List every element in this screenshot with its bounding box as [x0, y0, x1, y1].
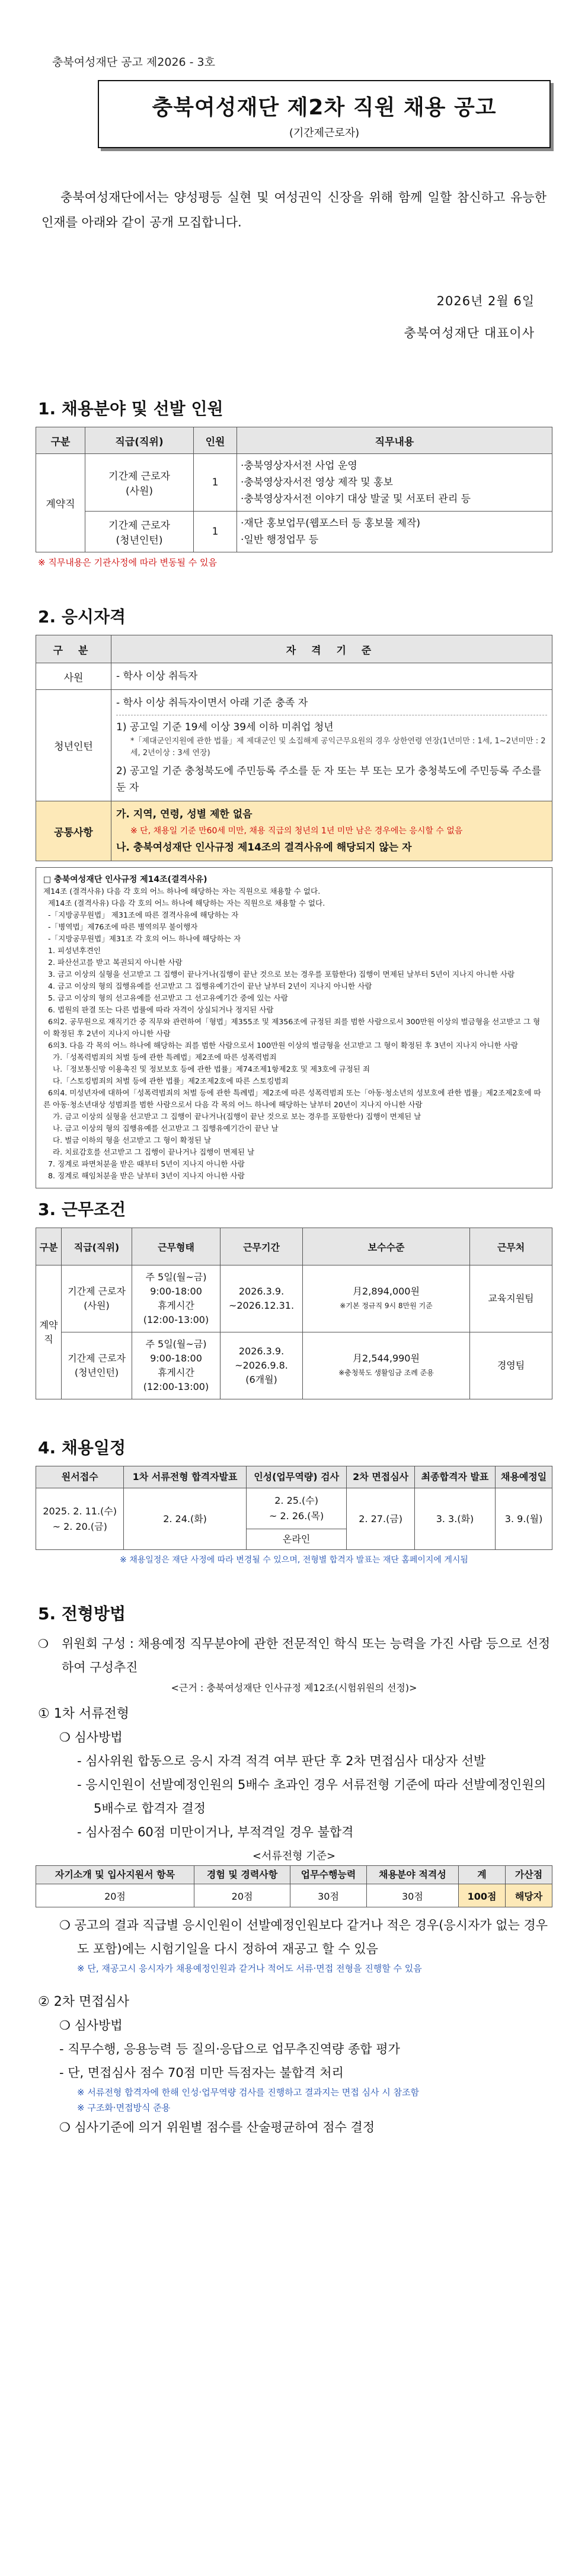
- criteria-table: [36, 1865, 552, 1907]
- table-header: 계: [459, 1866, 506, 1884]
- excerpt-line: 나.「정보통신망 이용촉진 및 정보보호 등에 관한 법률」제74조제1항제2호 및 제3호에 규정된 죄: [43, 1065, 370, 1073]
- table-header: 최종합격자 발표: [414, 1466, 495, 1488]
- table-cell: 3. 9.(월): [496, 1488, 552, 1550]
- table-cell: - 학사 이상 취득자: [111, 663, 552, 690]
- list-item: - 단, 면접심사 점수 70점 미만 득점자는 불합격 처리: [59, 2066, 344, 2080]
- table-header: 근무처: [470, 1228, 552, 1265]
- table-cell: 月2,894,000원 ※기본 정규직 9시 8만원 기준: [303, 1265, 470, 1332]
- excerpt-line: 다. 벌금 이하의 형을 선고받고 그 형이 확정된 날: [43, 1136, 212, 1145]
- table-cell: 공통사항: [36, 801, 111, 861]
- table-header: 구분: [36, 1228, 62, 1265]
- excerpt-line: 제14조 (결격사유) 다음 각 호의 어느 하나에 해당하는 자는 직원으로 채용할 수 없다.: [43, 887, 321, 896]
- table-header: 원서접수: [36, 1466, 124, 1488]
- step2-last: ❍ 심사기준에 의거 위원별 점수를 산술평균하여 점수 결정: [59, 2120, 375, 2134]
- table-cell: 계약직: [36, 454, 85, 552]
- excerpt-line: -「지방공무원법」제31조 각 호의 어느 하나에 해당하는 자: [43, 934, 241, 943]
- intro-paragraph: 충북여성재단에서는 양성평등 실현 및 여성권익 신장을 위해 함께 일할 참신하고 유능한 인재를 아래와 같이 공개 모집합니다.: [41, 190, 547, 229]
- excerpt-line: 가.「성폭력범죄의 처벌 등에 관한 특례법」제2조에 따른 성폭력범죄: [43, 1053, 277, 1062]
- excerpt-line: 6. 법원의 판결 또는 다른 법률에 따라 자격이 상실되거나 정지된 사람: [43, 1005, 274, 1014]
- section-heading-2: 2. 응시자격: [38, 607, 126, 627]
- table-cell: 2. 25.(수) ~ 2. 26.(목) 온라인: [246, 1488, 347, 1550]
- criteria-caption: <서류전형 기준>: [252, 1850, 336, 1862]
- list-item: - 직무수행, 응용능력 등 질의·응답으로 업무추진역량 종합 평가: [59, 2042, 400, 2056]
- section-heading-1: 1. 채용분야 및 선발 인원: [38, 399, 223, 418]
- table-cell: 가. 지역, 연령, 성별 제한 없음 ※ 단, 채용일 기준 만60세 미만, 채용 직급의 청년의 1년 미만 남은 경우에는 응시할 수 없음 나. 충북여성재단 인사규정 제14조의 결격사유에 해당되지 않는 자: [111, 801, 552, 861]
- excerpt-line: 7. 징계로 파면처분을 받은 때부터 5년이 지나지 아니한 사람: [43, 1159, 245, 1168]
- table-cell: 청년인턴: [36, 690, 111, 801]
- table-cell: 30점: [290, 1884, 367, 1907]
- table-cell: 기간제 근로자 (사원): [85, 454, 194, 512]
- table-cell: 기간제 근로자 (청년인턴): [62, 1332, 132, 1399]
- step1-method: ❍ 심사방법: [59, 1730, 123, 1744]
- excerpt-line: -「병역법」제76조에 따른 병역의무 불이행자: [43, 922, 198, 931]
- table-cell: 경영팀: [470, 1332, 552, 1399]
- issuer: 충북여성재단 대표이사: [404, 326, 535, 340]
- excerpt-line: 3. 금고 이상의 실형을 선고받고 그 집행이 끝나거나(집행이 끝난 것으로 보는 경우를 포함한다) 집행이 면제된 날부터 5년이 지나지 아니한 사람: [43, 970, 515, 979]
- qualification-table: [36, 635, 552, 861]
- section-heading-5: 5. 전형방법: [38, 1604, 126, 1623]
- table-header: 직무내용: [237, 427, 552, 454]
- step2-method: ❍ 심사방법: [59, 2018, 123, 2032]
- table-header: 구분: [36, 427, 85, 454]
- table-cell: 기간제 근로자 (청년인턴): [85, 512, 194, 552]
- table-cell: ·재단 홍보업무(웹포스터 등 홍보물 제작) ·일반 행정업무 등: [237, 512, 552, 552]
- step2-title: ② 2차 면접심사: [38, 1995, 129, 2009]
- schedule-table: [36, 1466, 552, 1550]
- excerpt-line: 2. 파산선고를 받고 복권되지 아니한 사람: [43, 958, 183, 967]
- section-heading-4: 4. 채용일정: [38, 1438, 126, 1458]
- table-header: 구 분: [36, 635, 111, 663]
- table-header: 자기소개 및 입사지원서 항목: [36, 1866, 194, 1884]
- table-cell: 기간제 근로자 (사원): [62, 1265, 132, 1332]
- table-cell: - 학사 이상 취득자이면서 아래 기준 충족 자 1) 공고일 기준 19세 이상 39세 이하 미취업 청년 *「제대군인지원에 관한 법률」제 제대군인 및 소집해제 공익근무요원의 경우 상한연령 연장(1년미만 : 1세, 1~2년미만 : 2세, 2년이상 : 3세 연장) 2) 공고일 기준 충청북도에 주민등록 주소를 둔 자 또는 부 또는 모가 충청북도에 주민등록 주소를 둔 자: [111, 690, 552, 801]
- table-header: 근무기간: [220, 1228, 303, 1265]
- table-cell: 20점: [194, 1884, 290, 1907]
- table-header: 1차 서류전형 합격자발표: [124, 1466, 246, 1488]
- table-cell: 30점: [366, 1884, 458, 1907]
- excerpt-line: 6의2. 공무원으로 재직기간 중 직무와 관련하여「형법」제355조 및 제356조에 규정된 죄를 범한 사람으로서 300만원 이상의 벌금형을 선고받고 그 형이 확정된 후 2년이 지나지 아니한 사람: [43, 1017, 541, 1038]
- table-cell: 1: [194, 512, 237, 552]
- table-header: 채용예정일: [496, 1466, 552, 1488]
- table-cell: 주 5일(월~금) 9:00-18:00 휴게시간 (12:00-13:00): [132, 1332, 220, 1399]
- excerpt-lines: [43, 886, 545, 1182]
- excerpt-line: 4. 금고 이상의 형의 집행유예를 선고받고 그 집행유예기간이 끝난 날부터 2년이 지나지 아니한 사람: [43, 982, 372, 990]
- table-header: 인원: [194, 427, 237, 454]
- step1-title: ① 1차 서류전형: [38, 1706, 129, 1721]
- table-header: 직급(직위): [62, 1228, 132, 1265]
- table-cell: 月2,544,990원 ※충청북도 생활임금 조례 준용: [303, 1332, 470, 1399]
- table-cell: 20점: [36, 1884, 194, 1907]
- table-cell: 100점: [459, 1884, 506, 1907]
- schedule-note: ※ 채용일정은 재단 사정에 따라 변경될 수 있으며, 전형별 합격자 발표는 재단 홈페이지에 게시됨: [120, 1555, 468, 1565]
- table-cell: 2026.3.9. ~2026.9.8. (6개월): [220, 1332, 303, 1399]
- title-box: [98, 80, 551, 148]
- positions-table: [36, 427, 552, 552]
- excerpt-line: 5. 금고 이상의 형의 선고유예를 선고받고 그 선고유예기간 중에 있는 사람: [43, 993, 288, 1002]
- page-title: 충북여성재단 제2차 직원 채용 공고: [152, 95, 497, 120]
- table-cell: 사원: [36, 663, 111, 690]
- page-subtitle: (기간제근로자): [289, 127, 360, 139]
- table-cell: 교육지원팀: [470, 1265, 552, 1332]
- table-cell: 3. 3.(화): [414, 1488, 495, 1550]
- table-cell: 2025. 2. 11.(수) ~ 2. 20.(금): [36, 1488, 124, 1550]
- excerpt-line: 8. 징계로 해임처분을 받은 날부터 3년이 지나지 아니한 사람: [43, 1171, 245, 1180]
- table-header: 가산점: [506, 1866, 552, 1884]
- table-header: 경험 및 경력사항: [194, 1866, 290, 1884]
- excerpt-line: 가. 금고 이상의 실형을 선고받고 그 집행이 끝나거나(집행이 끝난 것으로 보는 경우를 포함한다) 집행이 면제된 날: [43, 1112, 421, 1121]
- table-cell: ·충북영상자서전 사업 운영 ·충북영상자서전 영상 제작 및 홍보 ·충북영상자서전 이야기 대상 발굴 및 서포터 관리 등: [237, 454, 552, 512]
- table-header: 자 격 기 준: [111, 635, 552, 663]
- reannouncement-blue-note: ※ 단, 재공고시 응시자가 채용예정인원과 같거나 적어도 서류·면접 전형을 진행할 수 있음: [77, 1963, 422, 1974]
- step2-blue-note: ※ 구조화·면접방식 준용: [77, 2102, 171, 2113]
- excerpt-line: 6의3. 다음 각 목의 어느 하나에 해당하는 죄를 범한 사람으로서 100만원 이상의 벌금형을 선고받고 그 형이 확정된 후 3년이 지나지 아니한 사람: [43, 1041, 519, 1050]
- table-cell: 계약직: [36, 1265, 62, 1399]
- disqualification-excerpt: [36, 867, 552, 1188]
- committee-text: 위원회 구성 : 채용예정 직무분야에 관한 전문적인 학식 또는 능력을 가진 사람 등으로 선정하여 구성추진: [62, 1637, 551, 1674]
- notice-number: 충북여성재단 공고 제2026 - 3호: [52, 56, 215, 69]
- list-item: - 심사점수 60점 미만이거나, 부적격일 경우 불합격: [77, 1825, 354, 1839]
- table-header: 업무수행능력: [290, 1866, 367, 1884]
- list-item: - 심사위원 합동으로 응시 자격 적격 여부 판단 후 2차 면접심사 대상자 선발: [77, 1754, 486, 1768]
- table-header: 보수수준: [303, 1228, 470, 1265]
- table-header: 근무형태: [132, 1228, 220, 1265]
- committee-reference: <근거 : 충북여성재단 인사규정 제12조(시험위원의 선정)>: [171, 1682, 417, 1693]
- excerpt-line: 라. 치료감호를 선고받고 그 집행이 끝나거나 집행이 면제된 날: [43, 1148, 255, 1156]
- reannouncement-note: ❍ 공고의 결과 직급별 응시인원이 선발예정인원보다 같거나 적은 경우(응시자가 없는 경우도 포함)에는 시험기일을 다시 정하여 재공고 할 수 있음: [59, 1918, 548, 1956]
- committee-item: [38, 1632, 552, 1679]
- conditions-table: [36, 1228, 552, 1399]
- table-cell: 1: [194, 454, 237, 512]
- notice-date: 2026년 2월 6일: [436, 294, 535, 308]
- table-cell: 2. 27.(금): [347, 1488, 414, 1550]
- excerpt-line: 6의4. 미성년자에 대하여「성폭력범죄의 처벌 등에 관한 특례법」제2조에 따른 성폭력범죄 또는「아동·청소년의 성보호에 관한 법률」제2조제2호에 따른 아동·청소년대상 성범죄를 범한 사람으로서 다음 각 목의 어느 하나에 해당하는 날부터 20년이 지나지 아니한 사람: [43, 1088, 541, 1109]
- excerpt-line: 제14조 (결격사유) 다음 각 호의 어느 하나에 해당하는 자는 직원으로 채용할 수 없다.: [43, 899, 325, 907]
- table-cell: 2026.3.9. ~2026.12.31.: [220, 1265, 303, 1332]
- excerpt-line: 1. 피성년후견인: [43, 946, 101, 955]
- table-cell: 2. 24.(화): [124, 1488, 246, 1550]
- table-cell: 주 5일(월~금) 9:00-18:00 휴게시간 (12:00-13:00): [132, 1265, 220, 1332]
- table-cell: 해당자: [506, 1884, 552, 1907]
- section-1-note: ※ 직무내용은 기관사정에 따라 변동될 수 있음: [38, 557, 217, 568]
- table-header: 직급(직위): [85, 427, 194, 454]
- table-header: 인성(업무역량) 검사: [246, 1466, 347, 1488]
- excerpt-line: 나. 금고 이상의 형의 집행유예를 선고받고 그 집행유예기간이 끝난 날: [43, 1124, 279, 1133]
- list-item: - 응시인원이 선발예정인원의 5배수 초과인 경우 서류전형 기준에 따라 선발예정인원의 5배수로 합격자 결정: [77, 1778, 547, 1816]
- section-heading-3: 3. 근무조건: [38, 1200, 126, 1219]
- excerpt-line: 다.「스토킹범죄의 처벌 등에 관한 법률」제2조제2호에 따른 스토킹범죄: [43, 1076, 289, 1085]
- table-header: 2차 면접심사: [347, 1466, 414, 1488]
- table-header: 채용분야 적격성: [366, 1866, 458, 1884]
- step2-blue-note: ※ 서류전형 합격자에 한해 인성·업무역량 검사를 진행하고 결과지는 면접 심사 시 참조함: [77, 2087, 419, 2098]
- excerpt-title: □ 충북여성재단 인사규정 제14조(결격사유): [43, 875, 207, 884]
- circle-bullet-icon: ❍: [38, 1637, 49, 1651]
- excerpt-line: -「지방공무원법」 제31조에 따른 결격사유에 해당하는 자: [43, 910, 239, 919]
